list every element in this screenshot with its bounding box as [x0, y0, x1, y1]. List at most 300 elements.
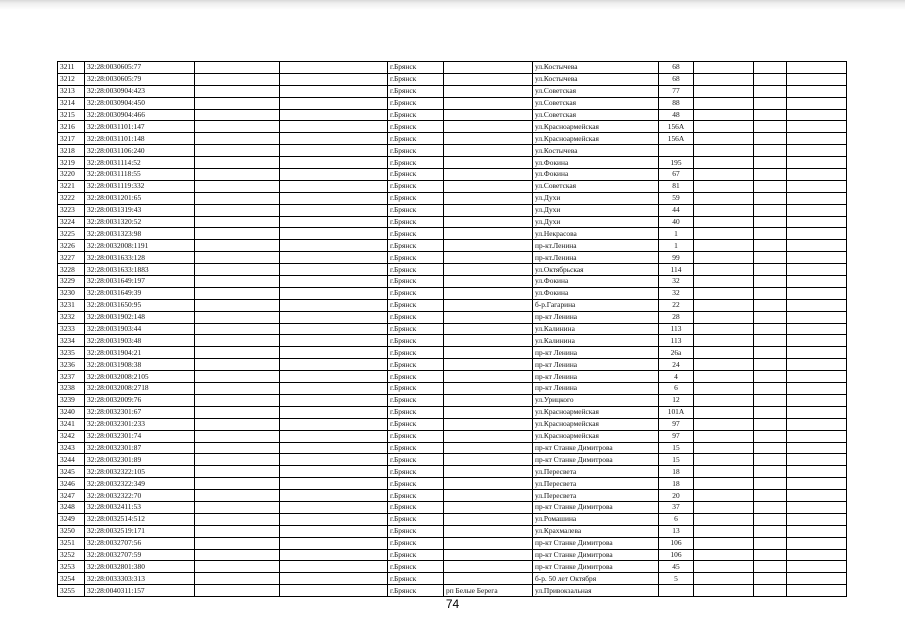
- col-empty-4-cell: [754, 513, 787, 525]
- house-number-cell: 18: [659, 478, 694, 490]
- row-number-cell: 3254: [58, 573, 85, 585]
- city-cell: г.Брянск: [388, 85, 444, 97]
- col-empty-3-cell: [694, 383, 754, 395]
- col-empty-5-cell: [787, 394, 847, 406]
- settlement-cell: [444, 299, 533, 311]
- col-empty-3-cell: [694, 299, 754, 311]
- city-cell: г.Брянск: [388, 145, 444, 157]
- col-empty-4-cell: [754, 145, 787, 157]
- house-number-cell: 195: [659, 157, 694, 169]
- col-empty-1-cell: [195, 525, 280, 537]
- col-empty-3-cell: [694, 525, 754, 537]
- cadastral-number-cell: 32:28:0032322:105: [85, 466, 195, 478]
- col-empty-1-cell: [195, 145, 280, 157]
- col-empty-5-cell: [787, 371, 847, 383]
- city-cell: г.Брянск: [388, 109, 444, 121]
- table-row: [58, 335, 847, 347]
- city-cell: г.Брянск: [388, 264, 444, 276]
- col-empty-4-cell: [754, 561, 787, 573]
- col-empty-2-cell: [280, 311, 388, 323]
- settlement-cell: [444, 157, 533, 169]
- col-empty-2-cell: [280, 549, 388, 561]
- house-number-cell: 68: [659, 62, 694, 74]
- col-empty-2-cell: [280, 62, 388, 74]
- city-cell: г.Брянск: [388, 525, 444, 537]
- cadastral-number-cell: 32:28:0032707:59: [85, 549, 195, 561]
- col-empty-3-cell: [694, 359, 754, 371]
- settlement-cell: [444, 240, 533, 252]
- col-empty-1-cell: [195, 252, 280, 264]
- col-empty-3-cell: [694, 478, 754, 490]
- settlement-cell: [444, 347, 533, 359]
- city-cell: г.Брянск: [388, 180, 444, 192]
- cadastral-number-cell: 32:28:0031633:1883: [85, 264, 195, 276]
- col-empty-1-cell: [195, 228, 280, 240]
- settlement-cell: [444, 97, 533, 109]
- street-cell: пр-кт Станке Димитрова: [533, 561, 659, 573]
- city-cell: г.Брянск: [388, 561, 444, 573]
- row-number-cell: 3219: [58, 157, 85, 169]
- table-row: [58, 169, 847, 181]
- col-empty-5-cell: [787, 169, 847, 181]
- house-number-cell: 4: [659, 371, 694, 383]
- col-empty-4-cell: [754, 406, 787, 418]
- street-cell: ул.Костычева: [533, 62, 659, 74]
- cadastral-number-cell: 32:28:0032301:67: [85, 406, 195, 418]
- house-number-cell: 99: [659, 252, 694, 264]
- house-number-cell: 40: [659, 216, 694, 228]
- col-empty-2-cell: [280, 573, 388, 585]
- city-cell: г.Брянск: [388, 430, 444, 442]
- cadastral-number-cell: 32:28:0031650:95: [85, 299, 195, 311]
- row-number-cell: 3253: [58, 561, 85, 573]
- col-empty-3-cell: [694, 133, 754, 145]
- col-empty-3-cell: [694, 394, 754, 406]
- col-empty-4-cell: [754, 192, 787, 204]
- col-empty-4-cell: [754, 549, 787, 561]
- col-empty-3-cell: [694, 73, 754, 85]
- col-empty-2-cell: [280, 204, 388, 216]
- table-row: [58, 252, 847, 264]
- street-cell: пр-кт Станке Димитрова: [533, 501, 659, 513]
- table-row: [58, 204, 847, 216]
- col-empty-1-cell: [195, 501, 280, 513]
- page-number: 74: [445, 597, 460, 611]
- table-row: [58, 62, 847, 74]
- col-empty-2-cell: [280, 359, 388, 371]
- settlement-cell: [444, 501, 533, 513]
- row-number-cell: 3218: [58, 145, 85, 157]
- settlement-cell: [444, 549, 533, 561]
- col-empty-4-cell: [754, 501, 787, 513]
- house-number-cell: 22: [659, 299, 694, 311]
- col-empty-5-cell: [787, 264, 847, 276]
- street-cell: ул.Духи: [533, 216, 659, 228]
- col-empty-3-cell: [694, 240, 754, 252]
- col-empty-1-cell: [195, 490, 280, 502]
- col-empty-2-cell: [280, 323, 388, 335]
- col-empty-2-cell: [280, 371, 388, 383]
- city-cell: г.Брянск: [388, 371, 444, 383]
- settlement-cell: [444, 394, 533, 406]
- cadastral-number-cell: 32:28:0031114:52: [85, 157, 195, 169]
- col-empty-5-cell: [787, 204, 847, 216]
- col-empty-5-cell: [787, 454, 847, 466]
- cadastral-number-cell: 32:28:0032322:70: [85, 490, 195, 502]
- house-number-cell: 6: [659, 513, 694, 525]
- row-number-cell: 3226: [58, 240, 85, 252]
- street-cell: ул.Калинина: [533, 335, 659, 347]
- col-empty-1-cell: [195, 537, 280, 549]
- col-empty-4-cell: [754, 252, 787, 264]
- street-cell: ул.Фокина: [533, 169, 659, 181]
- street-cell: б-р.Гагарина: [533, 299, 659, 311]
- col-empty-3-cell: [694, 157, 754, 169]
- row-number-cell: 3249: [58, 513, 85, 525]
- col-empty-3-cell: [694, 549, 754, 561]
- row-number-cell: 3240: [58, 406, 85, 418]
- street-cell: ул.Красноармейская: [533, 121, 659, 133]
- table-row: [58, 371, 847, 383]
- cadastral-number-cell: 32:28:0031903:48: [85, 335, 195, 347]
- col-empty-2-cell: [280, 264, 388, 276]
- col-empty-4-cell: [754, 121, 787, 133]
- city-cell: г.Брянск: [388, 323, 444, 335]
- col-empty-2-cell: [280, 192, 388, 204]
- city-cell: г.Брянск: [388, 466, 444, 478]
- col-empty-5-cell: [787, 418, 847, 430]
- col-empty-5-cell: [787, 490, 847, 502]
- cadastral-number-cell: 32:28:0031119:332: [85, 180, 195, 192]
- street-cell: ул.Советская: [533, 97, 659, 109]
- col-empty-2-cell: [280, 97, 388, 109]
- col-empty-4-cell: [754, 573, 787, 585]
- city-cell: г.Брянск: [388, 513, 444, 525]
- city-cell: г.Брянск: [388, 204, 444, 216]
- col-empty-5-cell: [787, 216, 847, 228]
- city-cell: г.Брянск: [388, 169, 444, 181]
- col-empty-2-cell: [280, 73, 388, 85]
- street-cell: ул.Привокзальная: [533, 585, 659, 597]
- cadastral-number-cell: 32:28:0032514:512: [85, 513, 195, 525]
- col-empty-5-cell: [787, 73, 847, 85]
- street-cell: ул.Крахмалева: [533, 525, 659, 537]
- table-row: [58, 490, 847, 502]
- col-empty-2-cell: [280, 501, 388, 513]
- table-row: [58, 454, 847, 466]
- settlement-cell: рп Белые Берега: [444, 585, 533, 597]
- cadastral-number-cell: 32:28:0032519:171: [85, 525, 195, 537]
- col-empty-2-cell: [280, 276, 388, 288]
- house-number-cell: 97: [659, 430, 694, 442]
- row-number-cell: 3231: [58, 299, 85, 311]
- col-empty-4-cell: [754, 347, 787, 359]
- col-empty-4-cell: [754, 430, 787, 442]
- col-empty-1-cell: [195, 347, 280, 359]
- col-empty-3-cell: [694, 501, 754, 513]
- col-empty-1-cell: [195, 573, 280, 585]
- col-empty-3-cell: [694, 204, 754, 216]
- col-empty-4-cell: [754, 169, 787, 181]
- col-empty-3-cell: [694, 561, 754, 573]
- col-empty-5-cell: [787, 442, 847, 454]
- table-row: [58, 537, 847, 549]
- row-number-cell: 3242: [58, 430, 85, 442]
- col-empty-4-cell: [754, 371, 787, 383]
- house-number-cell: 68: [659, 73, 694, 85]
- col-empty-1-cell: [195, 240, 280, 252]
- col-empty-1-cell: [195, 109, 280, 121]
- col-empty-4-cell: [754, 525, 787, 537]
- col-empty-4-cell: [754, 287, 787, 299]
- city-cell: г.Брянск: [388, 359, 444, 371]
- street-cell: ул.Некрасова: [533, 228, 659, 240]
- col-empty-4-cell: [754, 478, 787, 490]
- col-empty-3-cell: [694, 371, 754, 383]
- col-empty-3-cell: [694, 145, 754, 157]
- col-empty-5-cell: [787, 585, 847, 597]
- table-row: [58, 180, 847, 192]
- col-empty-4-cell: [754, 418, 787, 430]
- settlement-cell: [444, 252, 533, 264]
- row-number-cell: 3237: [58, 371, 85, 383]
- city-cell: г.Брянск: [388, 121, 444, 133]
- row-number-cell: 3243: [58, 442, 85, 454]
- col-empty-3-cell: [694, 62, 754, 74]
- col-empty-5-cell: [787, 97, 847, 109]
- city-cell: г.Брянск: [388, 335, 444, 347]
- col-empty-5-cell: [787, 157, 847, 169]
- table-row: [58, 299, 847, 311]
- street-cell: ул.Пересвета: [533, 478, 659, 490]
- city-cell: г.Брянск: [388, 240, 444, 252]
- city-cell: г.Брянск: [388, 585, 444, 597]
- col-empty-1-cell: [195, 513, 280, 525]
- col-empty-5-cell: [787, 109, 847, 121]
- table-row: [58, 287, 847, 299]
- house-number-cell: 15: [659, 454, 694, 466]
- col-empty-3-cell: [694, 169, 754, 181]
- cadastral-number-cell: 32:28:0031902:148: [85, 311, 195, 323]
- col-empty-4-cell: [754, 276, 787, 288]
- house-number-cell: 18: [659, 466, 694, 478]
- col-empty-3-cell: [694, 442, 754, 454]
- street-cell: б-р. 50 лет Октября: [533, 573, 659, 585]
- col-empty-4-cell: [754, 109, 787, 121]
- settlement-cell: [444, 204, 533, 216]
- col-empty-3-cell: [694, 276, 754, 288]
- cadastral-number-cell: 32:28:0031320:52: [85, 216, 195, 228]
- street-cell: пр-кт Станке Димитрова: [533, 454, 659, 466]
- city-cell: г.Брянск: [388, 157, 444, 169]
- settlement-cell: [444, 276, 533, 288]
- table-row: [58, 466, 847, 478]
- cadastral-number-cell: 32:28:0031101:148: [85, 133, 195, 145]
- cadastral-number-cell: 32:28:0031323:98: [85, 228, 195, 240]
- cadastral-number-cell: 32:28:0030904:450: [85, 97, 195, 109]
- house-number-cell: 32: [659, 287, 694, 299]
- cadastral-number-cell: 32:28:0030605:77: [85, 62, 195, 74]
- settlement-cell: [444, 359, 533, 371]
- col-empty-2-cell: [280, 169, 388, 181]
- table-row: [58, 347, 847, 359]
- row-number-cell: 3255: [58, 585, 85, 597]
- col-empty-2-cell: [280, 418, 388, 430]
- street-cell: пр-кт Ленина: [533, 359, 659, 371]
- house-number-cell: 1: [659, 228, 694, 240]
- table-row: [58, 228, 847, 240]
- col-empty-4-cell: [754, 537, 787, 549]
- street-cell: ул.Урицкого: [533, 394, 659, 406]
- col-empty-3-cell: [694, 109, 754, 121]
- house-number-cell: 113: [659, 335, 694, 347]
- street-cell: пр-кт Станке Димитрова: [533, 549, 659, 561]
- col-empty-1-cell: [195, 264, 280, 276]
- col-empty-3-cell: [694, 537, 754, 549]
- row-number-cell: 3235: [58, 347, 85, 359]
- col-empty-5-cell: [787, 537, 847, 549]
- col-empty-5-cell: [787, 478, 847, 490]
- street-cell: пр-кт.Ленина: [533, 252, 659, 264]
- col-empty-3-cell: [694, 228, 754, 240]
- house-number-cell: 101А: [659, 406, 694, 418]
- col-empty-3-cell: [694, 85, 754, 97]
- col-empty-4-cell: [754, 490, 787, 502]
- col-empty-1-cell: [195, 62, 280, 74]
- col-empty-5-cell: [787, 85, 847, 97]
- house-number-cell: 156А: [659, 121, 694, 133]
- cadastral-number-cell: 32:28:0031649:39: [85, 287, 195, 299]
- city-cell: г.Брянск: [388, 252, 444, 264]
- cadastral-number-cell: 32:28:0031649:197: [85, 276, 195, 288]
- col-empty-3-cell: [694, 490, 754, 502]
- col-empty-1-cell: [195, 276, 280, 288]
- col-empty-1-cell: [195, 454, 280, 466]
- city-cell: г.Брянск: [388, 501, 444, 513]
- house-number-cell: 28: [659, 311, 694, 323]
- col-empty-1-cell: [195, 287, 280, 299]
- col-empty-3-cell: [694, 121, 754, 133]
- col-empty-2-cell: [280, 121, 388, 133]
- city-cell: г.Брянск: [388, 287, 444, 299]
- street-cell: ул.Пересвета: [533, 490, 659, 502]
- col-empty-5-cell: [787, 347, 847, 359]
- col-empty-4-cell: [754, 240, 787, 252]
- city-cell: г.Брянск: [388, 299, 444, 311]
- col-empty-4-cell: [754, 359, 787, 371]
- col-empty-5-cell: [787, 192, 847, 204]
- house-number-cell: 44: [659, 204, 694, 216]
- house-number-cell: 114: [659, 264, 694, 276]
- house-number-cell: 32: [659, 276, 694, 288]
- cadastral-number-cell: 32:28:0032008:2718: [85, 383, 195, 395]
- col-empty-2-cell: [280, 85, 388, 97]
- cadastral-number-cell: 32:28:0031118:55: [85, 169, 195, 181]
- col-empty-5-cell: [787, 121, 847, 133]
- settlement-cell: [444, 133, 533, 145]
- table-row: [58, 383, 847, 395]
- col-empty-3-cell: [694, 430, 754, 442]
- col-empty-2-cell: [280, 454, 388, 466]
- col-empty-1-cell: [195, 311, 280, 323]
- street-cell: ул.Советская: [533, 180, 659, 192]
- row-number-cell: 3223: [58, 204, 85, 216]
- row-number-cell: 3212: [58, 73, 85, 85]
- street-cell: ул.Фокина: [533, 287, 659, 299]
- col-empty-5-cell: [787, 133, 847, 145]
- col-empty-2-cell: [280, 430, 388, 442]
- cadastral-number-cell: 32:28:0031101:147: [85, 121, 195, 133]
- table-row: [58, 276, 847, 288]
- street-cell: пр-кт Ленина: [533, 347, 659, 359]
- settlement-cell: [444, 73, 533, 85]
- row-number-cell: 3216: [58, 121, 85, 133]
- cadastral-number-cell: 32:28:0030904:466: [85, 109, 195, 121]
- col-empty-4-cell: [754, 585, 787, 597]
- city-cell: г.Брянск: [388, 228, 444, 240]
- col-empty-1-cell: [195, 169, 280, 181]
- col-empty-4-cell: [754, 311, 787, 323]
- house-number-cell: 67: [659, 169, 694, 181]
- city-cell: г.Брянск: [388, 73, 444, 85]
- house-number-cell: 106: [659, 549, 694, 561]
- col-empty-5-cell: [787, 180, 847, 192]
- table-row: [58, 585, 847, 597]
- table-row: [58, 418, 847, 430]
- col-empty-1-cell: [195, 335, 280, 347]
- col-empty-1-cell: [195, 121, 280, 133]
- table-row: [58, 501, 847, 513]
- col-empty-5-cell: [787, 62, 847, 74]
- col-empty-5-cell: [787, 323, 847, 335]
- settlement-cell: [444, 418, 533, 430]
- city-cell: г.Брянск: [388, 394, 444, 406]
- col-empty-5-cell: [787, 287, 847, 299]
- col-empty-1-cell: [195, 299, 280, 311]
- cadastral-number-cell: 32:28:0032707:56: [85, 537, 195, 549]
- col-empty-5-cell: [787, 466, 847, 478]
- house-number-cell: 37: [659, 501, 694, 513]
- house-number-cell: 88: [659, 97, 694, 109]
- col-empty-2-cell: [280, 109, 388, 121]
- col-empty-5-cell: [787, 573, 847, 585]
- settlement-cell: [444, 430, 533, 442]
- house-number-cell: [659, 145, 694, 157]
- row-number-cell: 3221: [58, 180, 85, 192]
- house-number-cell: 77: [659, 85, 694, 97]
- col-empty-2-cell: [280, 383, 388, 395]
- house-number-cell: 156А: [659, 133, 694, 145]
- col-empty-4-cell: [754, 454, 787, 466]
- city-cell: г.Брянск: [388, 418, 444, 430]
- col-empty-3-cell: [694, 347, 754, 359]
- table-row: [58, 192, 847, 204]
- city-cell: г.Брянск: [388, 537, 444, 549]
- col-empty-2-cell: [280, 490, 388, 502]
- house-number-cell: 26а: [659, 347, 694, 359]
- col-empty-3-cell: [694, 264, 754, 276]
- cadastral-number-cell: 32:28:0032322:349: [85, 478, 195, 490]
- col-empty-4-cell: [754, 204, 787, 216]
- col-empty-3-cell: [694, 311, 754, 323]
- row-number-cell: 3239: [58, 394, 85, 406]
- row-number-cell: 3230: [58, 287, 85, 299]
- settlement-cell: [444, 537, 533, 549]
- street-cell: пр-кт Станке Димитрова: [533, 537, 659, 549]
- city-cell: г.Брянск: [388, 192, 444, 204]
- col-empty-2-cell: [280, 145, 388, 157]
- col-empty-2-cell: [280, 406, 388, 418]
